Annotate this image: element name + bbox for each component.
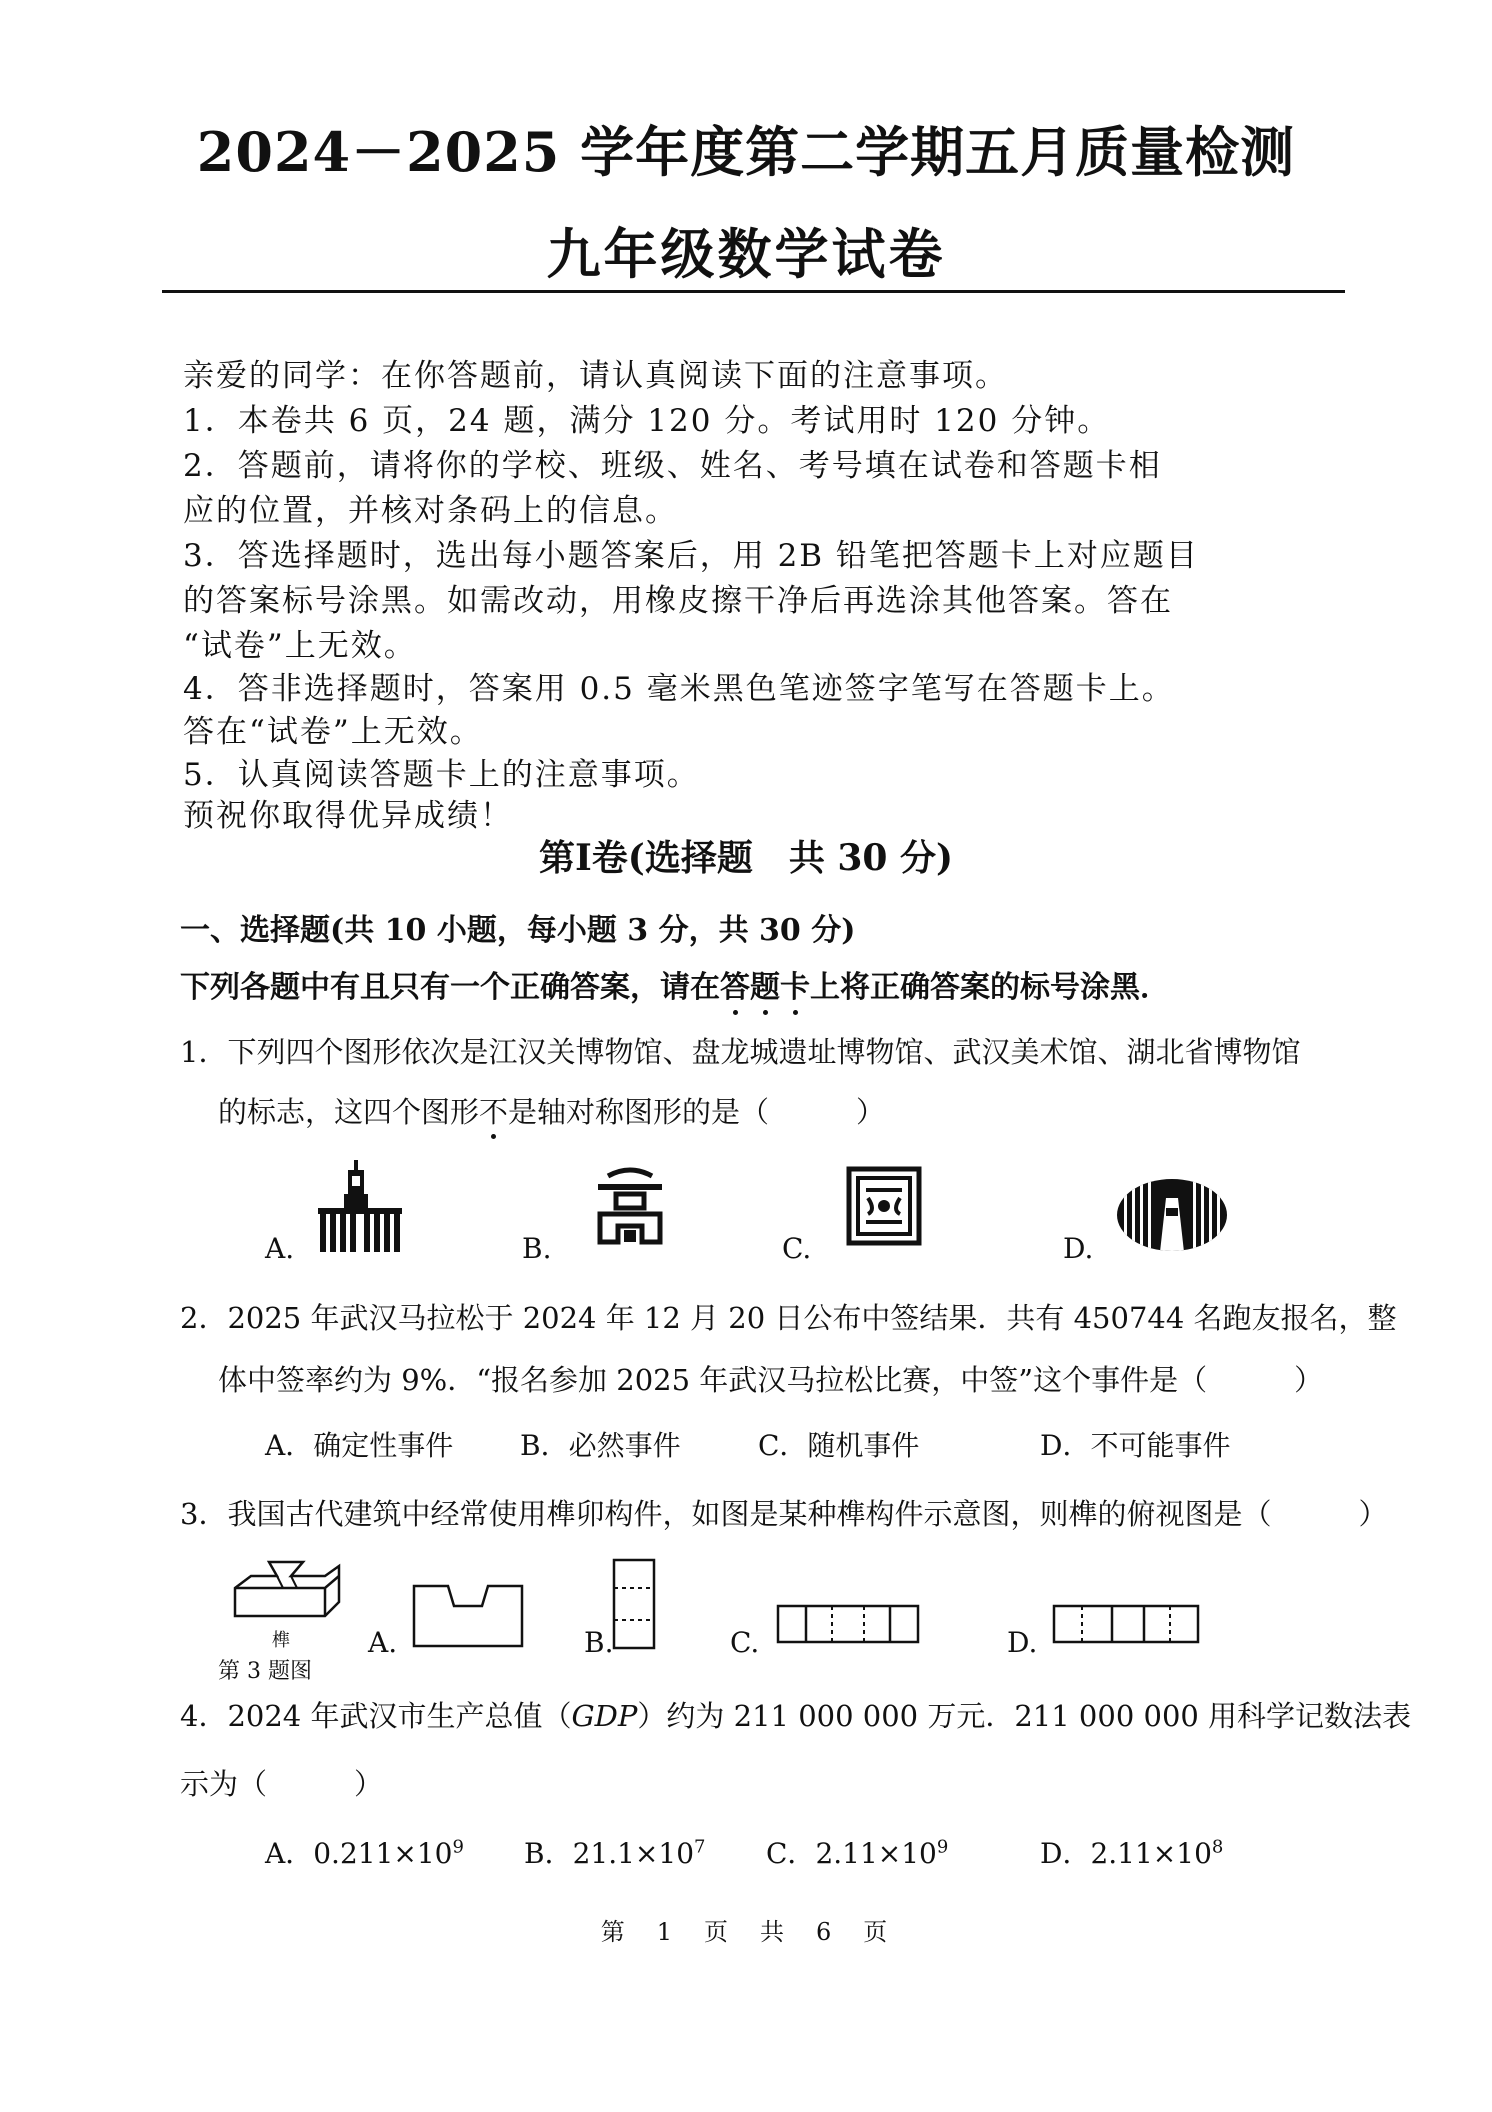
- panlongcheng-museum-logo-icon: [594, 1166, 666, 1246]
- q2-option-a: A．确定性事件: [265, 1429, 454, 1462]
- q2-option-b: B．必然事件: [520, 1429, 681, 1462]
- hubei-museum-logo-icon: [1116, 1178, 1228, 1252]
- notice-item-3b: 的答案标号涂黑。如需改动，用橡皮擦干净后再选涂其他答案。答在: [183, 583, 1173, 619]
- notice-wish: 预祝你取得优异成绩！: [183, 798, 513, 834]
- q3-option-c: C.: [730, 1626, 760, 1659]
- q1-option-a: A.: [265, 1232, 295, 1265]
- q2-stem-line2: 体中签率约为 9%．“报名参加 2025 年武汉马拉松比赛，中签”这个事件是（ ）: [218, 1363, 1324, 1397]
- notice-item-2b: 应的位置，并核对条码上的信息。: [183, 493, 678, 529]
- q1-option-b: B.: [522, 1232, 552, 1265]
- q3-option-b: B.: [584, 1626, 614, 1659]
- q1-stem-line1: 1．下列四个图形依次是江汉关博物馆、盘龙城遗址博物馆、武汉美术馆、湖北省博物馆: [180, 1035, 1301, 1069]
- q3-option-c-view: [776, 1604, 920, 1644]
- notice-item-5: 5．认真阅读答题卡上的注意事项。: [183, 757, 700, 793]
- q2-option-c: C．随机事件: [758, 1429, 920, 1462]
- q4-stem-line1: 4．2024 年武汉市生产总值（GDP）约为 211 000 000 万元．211 000 000 用科学记数法表: [180, 1699, 1412, 1733]
- q3-option-a: A.: [368, 1626, 398, 1659]
- notice-item-1: 1．本卷共 6 页，24 题，满分 120 分。考试用时 120 分钟。: [183, 403, 1111, 439]
- q4-option-c: C．$2.11\times 10^9$: [766, 1836, 949, 1870]
- q1-option-c: C.: [782, 1232, 812, 1265]
- notice-item-4b: 答在“试卷”上无效。: [183, 714, 483, 750]
- q4-option-d: D．$2.11\times 10^8$: [1040, 1836, 1224, 1870]
- section-title: 第Ⅰ卷(选择题 共 30 分): [538, 837, 954, 879]
- q4-stem-line2: 示为（ ）: [180, 1767, 384, 1801]
- q4-option-b: B．$21.1\times 10^7$: [524, 1836, 706, 1870]
- notice-intro: 亲爱的同学：在你答题前，请认真阅读下面的注意事项。: [183, 358, 1008, 394]
- notice-item-3a: 3．答选择题时，选出每小题答案后，用 2B 铅笔把答题卡上对应题目: [183, 538, 1199, 574]
- q3-option-d: D.: [1007, 1626, 1038, 1659]
- q2-option-d: D．不可能事件: [1040, 1429, 1231, 1462]
- q3-option-b-view: [612, 1558, 656, 1650]
- exam-title: 2024－2025 学年度第二学期五月质量检测: [196, 120, 1296, 184]
- exam-subtitle: 九年级数学试卷: [546, 222, 946, 286]
- q3-figure-caption: 第 3 题图: [218, 1659, 312, 1684]
- q3-stem: 3．我国古代建筑中经常使用榫卯构件，如图是某种榫构件示意图，则榫的俯视图是（ ）: [180, 1497, 1388, 1531]
- q1-option-d: D.: [1063, 1232, 1094, 1265]
- part-title: 一、选择题(共 10 小题，每小题 3 分，共 30 分): [180, 913, 856, 948]
- q1-stem-line2: 的标志，这四个图形不是轴对称图形的是（ ）: [218, 1095, 886, 1129]
- wuhan-art-museum-logo-icon: [846, 1166, 922, 1246]
- tenon-figure: [233, 1558, 341, 1626]
- jianghan-customs-logo-icon: [318, 1158, 402, 1254]
- notice-item-2a: 2．答题前，请将你的学校、班级、姓名、考号填在试卷和答题卡相: [183, 448, 1162, 484]
- q4-option-a: A．$0.211\times 10^9$: [265, 1836, 464, 1870]
- part-instruction: 下列各题中有且只有一个正确答案，请在答题卡上将正确答案的标号涂黑．: [180, 970, 1170, 1005]
- notice-item-4a: 4．答非选择题时，答案用 0.5 毫米黑色笔迹签字笔写在答题卡上。: [183, 671, 1175, 707]
- q2-stem-line1: 2．2025 年武汉马拉松于 2024 年 12 月 20 日公布中签结果．共有 450744 名跑友报名，整: [180, 1301, 1397, 1335]
- page-number: 第 1 页 共 6 页: [600, 1918, 892, 1946]
- q3-option-d-view: [1052, 1604, 1200, 1644]
- q3-option-a-view: [412, 1584, 524, 1648]
- notice-item-3c: “试卷”上无效。: [183, 628, 417, 664]
- title-divider: [162, 290, 1345, 293]
- tenon-label: 榫: [272, 1630, 290, 1651]
